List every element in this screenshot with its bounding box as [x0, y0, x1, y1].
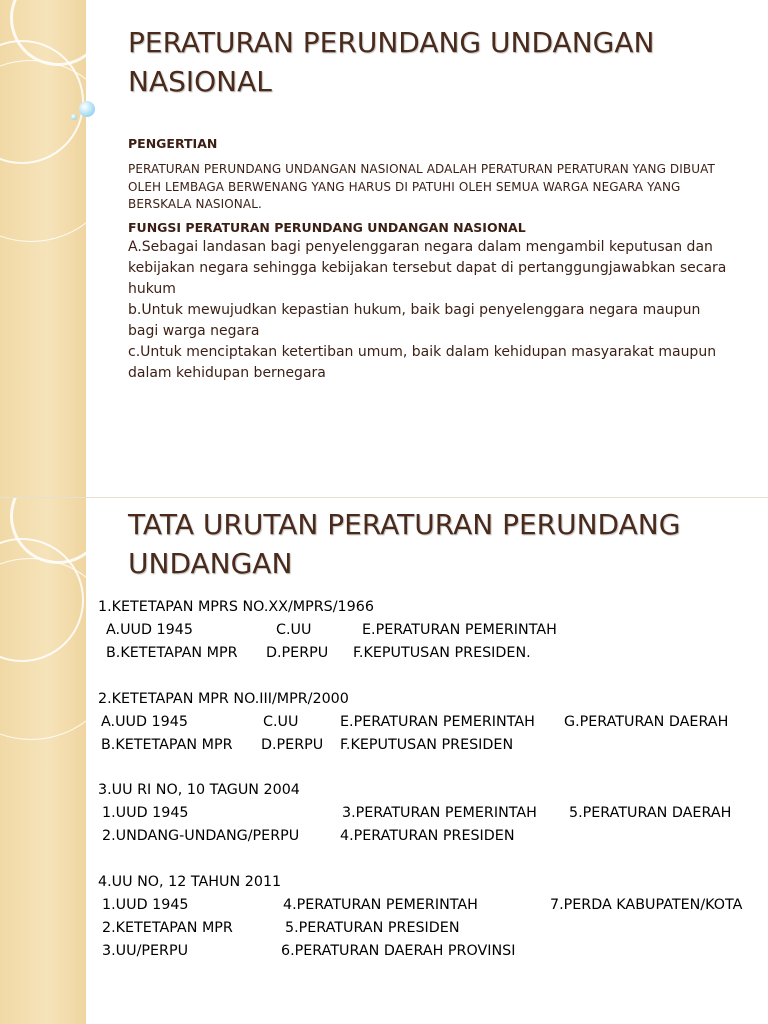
title-line: TATA URUTAN PERATURAN PERUNDANG — [128, 508, 681, 541]
list-item: 4.PERATURAN PEMERINTAH — [283, 896, 478, 913]
list-item: A.UUD 1945 — [101, 713, 188, 730]
list-item: E.PERATURAN PEMERINTAH — [340, 713, 535, 730]
list-item: F.KEPUTUSAN PRESIDEN — [340, 736, 514, 753]
title-line: UNDANGAN — [128, 547, 293, 580]
title-line: PERATURAN PERUNDANG UNDANGAN — [128, 26, 655, 59]
list-item: 2.KETETAPAN MPR — [102, 920, 233, 937]
pengertian-heading: PENGERTIAN — [128, 136, 218, 151]
list-item: D.PERPU — [261, 736, 324, 753]
list-item: 5.PERATURAN DAERAH — [569, 805, 732, 822]
list-item: 4.PERATURAN PRESIDEN — [340, 828, 515, 845]
list-item: E.PERATURAN PEMERINTAH — [362, 622, 557, 638]
fungsi-item: A.Sebagai landasan bagi penyelenggaran negara dalam mengambil keputusan dan kebijakan negara sehingga kebijakan tersebut dapat di pertanggungjawabkan secara hukum — [128, 238, 727, 297]
list-item: A.UUD 1945 — [106, 622, 193, 638]
list-block-1966 — [98, 596, 768, 666]
list-item: 5.PERATURAN PRESIDEN — [285, 920, 460, 937]
list-item: 3.UU/PERPU — [102, 943, 189, 960]
block-heading: 4.UU NO, 12 TAHUN 2011 — [98, 873, 282, 890]
list-item: B.KETETAPAN MPR — [101, 736, 233, 753]
decorative-bubble — [71, 114, 77, 120]
block-row — [98, 825, 768, 848]
list-block-2000 — [98, 688, 768, 758]
slide-2-title — [128, 505, 680, 583]
block-row — [98, 894, 768, 917]
list-item: B.KETETAPAN MPR — [106, 645, 238, 662]
list-item: 7.PERDA KABUPATEN/KOTA — [550, 896, 743, 913]
block-row — [98, 642, 768, 665]
block-heading: 2.KETETAPAN MPR NO.III/MPR/2000 — [98, 690, 349, 707]
decorative-bubble — [79, 101, 95, 117]
decorative-ring — [0, 60, 122, 242]
slide-1 — [0, 0, 768, 498]
list-item: C.UU — [276, 622, 312, 638]
block-row — [98, 917, 768, 940]
block-heading: 1.KETETAPAN MPRS NO.XX/MPRS/1966 — [98, 599, 374, 615]
list-item: 1.UUD 1945 — [102, 805, 189, 822]
list-item: D.PERPU — [266, 645, 329, 662]
tata-urutan-list — [98, 596, 768, 986]
block-heading: 3.UU RI NO, 10 TAGUN 2004 — [98, 782, 300, 799]
fungsi-heading: FUNGSI PERATURAN PERUNDANG UNDANGAN NASIONAL — [128, 219, 526, 235]
list-item: 2.UNDANG-UNDANG/PERPU — [102, 828, 300, 845]
list-item: 6.PERATURAN DAERAH PROVINSI — [281, 943, 516, 960]
title-line: NASIONAL — [128, 65, 272, 98]
block-row — [98, 940, 768, 963]
pengertian-text: PERATURAN PERUNDANG UNDANGAN NASIONAL ADALAH PERATURAN PERATURAN YANG DIBUAT OLEH LEMBAGA BERWENANG YANG HARUS DI PATUHI OLEH SEMUA WARGA NEGARA YANG BERSKALA NASIONAL. — [128, 162, 715, 211]
list-block-2004 — [98, 779, 768, 849]
list-block-2011 — [98, 871, 768, 964]
fungsi-item: b.Untuk mewujudkan kepastian hukum, baik bagi penyelenggara negara maupun bagi warga negara — [128, 301, 701, 339]
list-item: 3.PERATURAN PEMERINTAH — [342, 805, 537, 822]
list-item: C.UU — [263, 713, 299, 730]
list-item: G.PERATURAN DAERAH — [564, 713, 729, 730]
block-row — [98, 802, 768, 825]
slide-1-title — [128, 23, 654, 101]
block-row — [98, 711, 768, 734]
fungsi-item: c.Untuk menciptakan ketertiban umum, baik dalam kehidupan masyarakat maupun dalam kehidupan bernegara — [128, 343, 717, 381]
block-row — [98, 619, 768, 642]
list-item: F.KEPUTUSAN PRESIDEN. — [353, 645, 531, 662]
block-row — [98, 734, 768, 757]
list-item: 1.UUD 1945 — [102, 896, 189, 913]
slide-1-body — [128, 136, 728, 384]
